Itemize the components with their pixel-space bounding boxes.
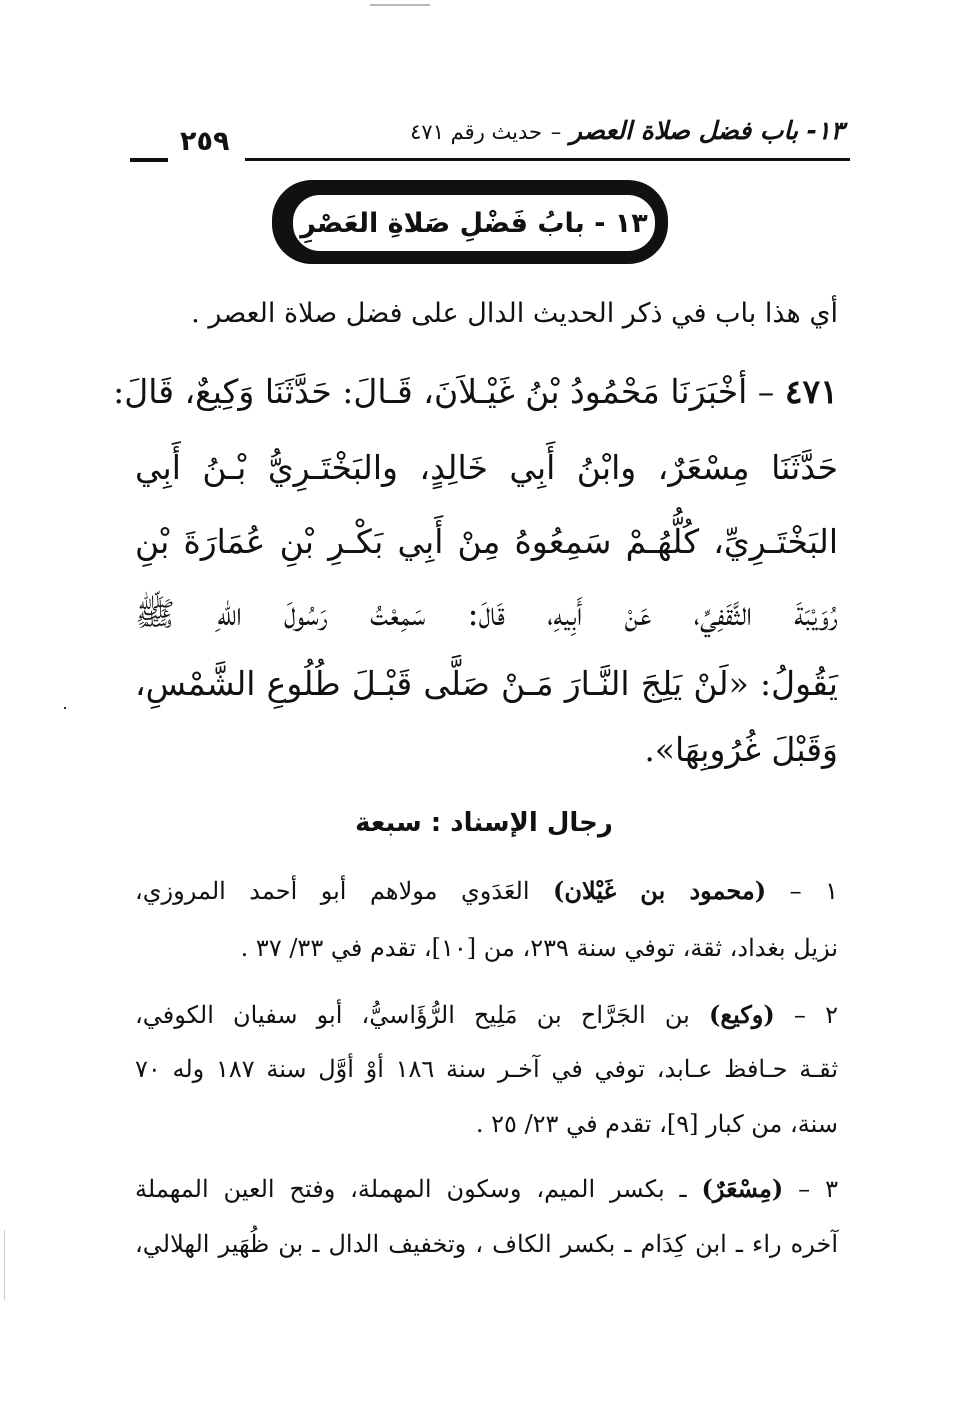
chapter-title: ١٣ - بابُ فَضْلِ صَلاةِ العَصْرِ <box>300 207 648 239</box>
narrator-1-line-1 <box>135 876 838 905</box>
chapter-title-box <box>272 180 668 264</box>
narrator-1-number: ١ – <box>789 877 838 905</box>
running-header <box>130 112 850 164</box>
chapter-title-inner <box>290 192 658 254</box>
narrator-2-text: بن الجَرَّاح بن مَلِيح الرُّؤَاسيُّ، أبو سفيان الكوفي، <box>135 1001 690 1029</box>
narrator-2-line-2: ثقـة حـافظ عـابد، توفي في آخـر سنة ١٨٦ أوْ أوَّل سنة ١٨٧ وله ٧٠ <box>135 1055 839 1083</box>
narrator-1-line-2: نزيل بغداد، ثقة، توفي سنة ٢٣٩، من [١٠]، تقدم في ٣٣/ ٣٧ . <box>240 934 838 962</box>
scan-artifact-dot <box>64 707 66 709</box>
scan-artifact-top <box>370 4 430 6</box>
narrator-3-text: ـ بكسر الميم، وسكون المهملة، وفتح العين المهملة <box>135 1175 687 1203</box>
narrator-3-line-1 <box>135 1174 838 1203</box>
running-header-separator: – <box>550 120 562 144</box>
narrator-2-line-3: سنة، من كبار [٩]، تقدم في ٢٣/ ٢٥ . <box>475 1110 838 1138</box>
hadith-line-6: وَقَبْلَ غُرُوبِهَا». <box>644 730 838 769</box>
narrator-2-number: ٢ – <box>793 1001 838 1029</box>
rijal-heading: رجال الإسناد : سبعة <box>355 808 613 838</box>
running-header-rule <box>245 158 850 161</box>
narrator-1-name: (محمود بن غَيْلان) <box>553 876 767 905</box>
scan-artifact-edge <box>4 1230 5 1300</box>
narrator-3-number: ٣ – <box>798 1175 838 1203</box>
hadith-line-4: رُوَيْبَةَ الثَّقَفِيِّ، عَنْ أَبِيهِ، قَالَ: سَمِعْتُ رَسُولَ اللهِ ﷺ <box>135 594 838 633</box>
narrator-3-line-2: آخره راء ـ ابن كِدَام ـ بكسر الكاف ، وتخفيف الدال ـ بن ظُهَير الهلالي، <box>135 1230 838 1258</box>
hadith-line-3: البَخْتَـرِيِّ، كُلُّهُـمْ سَمِعُوهُ مِنْ أَبِي بَكْـرِ بْنِ عُمَارَةَ بْنِ <box>135 522 838 561</box>
page-number: ٢٥٩ <box>180 126 230 157</box>
narrator-1-text: العَدَوي مولاهم أبو أحمد المروزي، <box>135 877 530 905</box>
hadith-number: ٤٧١ <box>784 372 838 411</box>
hadith-line-1-text: – أخْبَرَنَا مَحْمُودُ بْنُ غَيْـلاَنَ، قَـالَ: حَدَّثَنَا وَكِيعٌ، قَالَ: <box>113 372 775 411</box>
chapter-intro: أي هذا باب في ذكر الحديث الدال على فضل صلاة العصر . <box>191 298 838 329</box>
narrator-3-name: (مِسْعَرٌ) <box>701 1174 784 1203</box>
narrator-2-line-1 <box>135 1000 838 1029</box>
hadith-line-5: يَقُولُ: «لَنْ يَلِجَ النَّـارَ مَـنْ صَلَّى قَبْـلَ طُلُوعِ الشَّمْسِ، <box>135 664 838 703</box>
running-header-chapter: ١٣- باب فضل صلاة العصر <box>569 116 844 145</box>
hadith-line-1 <box>113 372 838 411</box>
narrator-2-name: (وكيع) <box>709 1000 775 1029</box>
running-header-title <box>410 116 844 145</box>
page-number-dash <box>130 158 168 162</box>
running-header-hadith-ref: حديث رقم ٤٧١ <box>410 120 542 144</box>
hadith-line-2: حَدَّثَنَا مِسْعَرٌ، وابْنُ أَبِي خَالِدٍ، والبَخْتَـرِيُّ بْـنُ أَبِي <box>135 448 838 487</box>
